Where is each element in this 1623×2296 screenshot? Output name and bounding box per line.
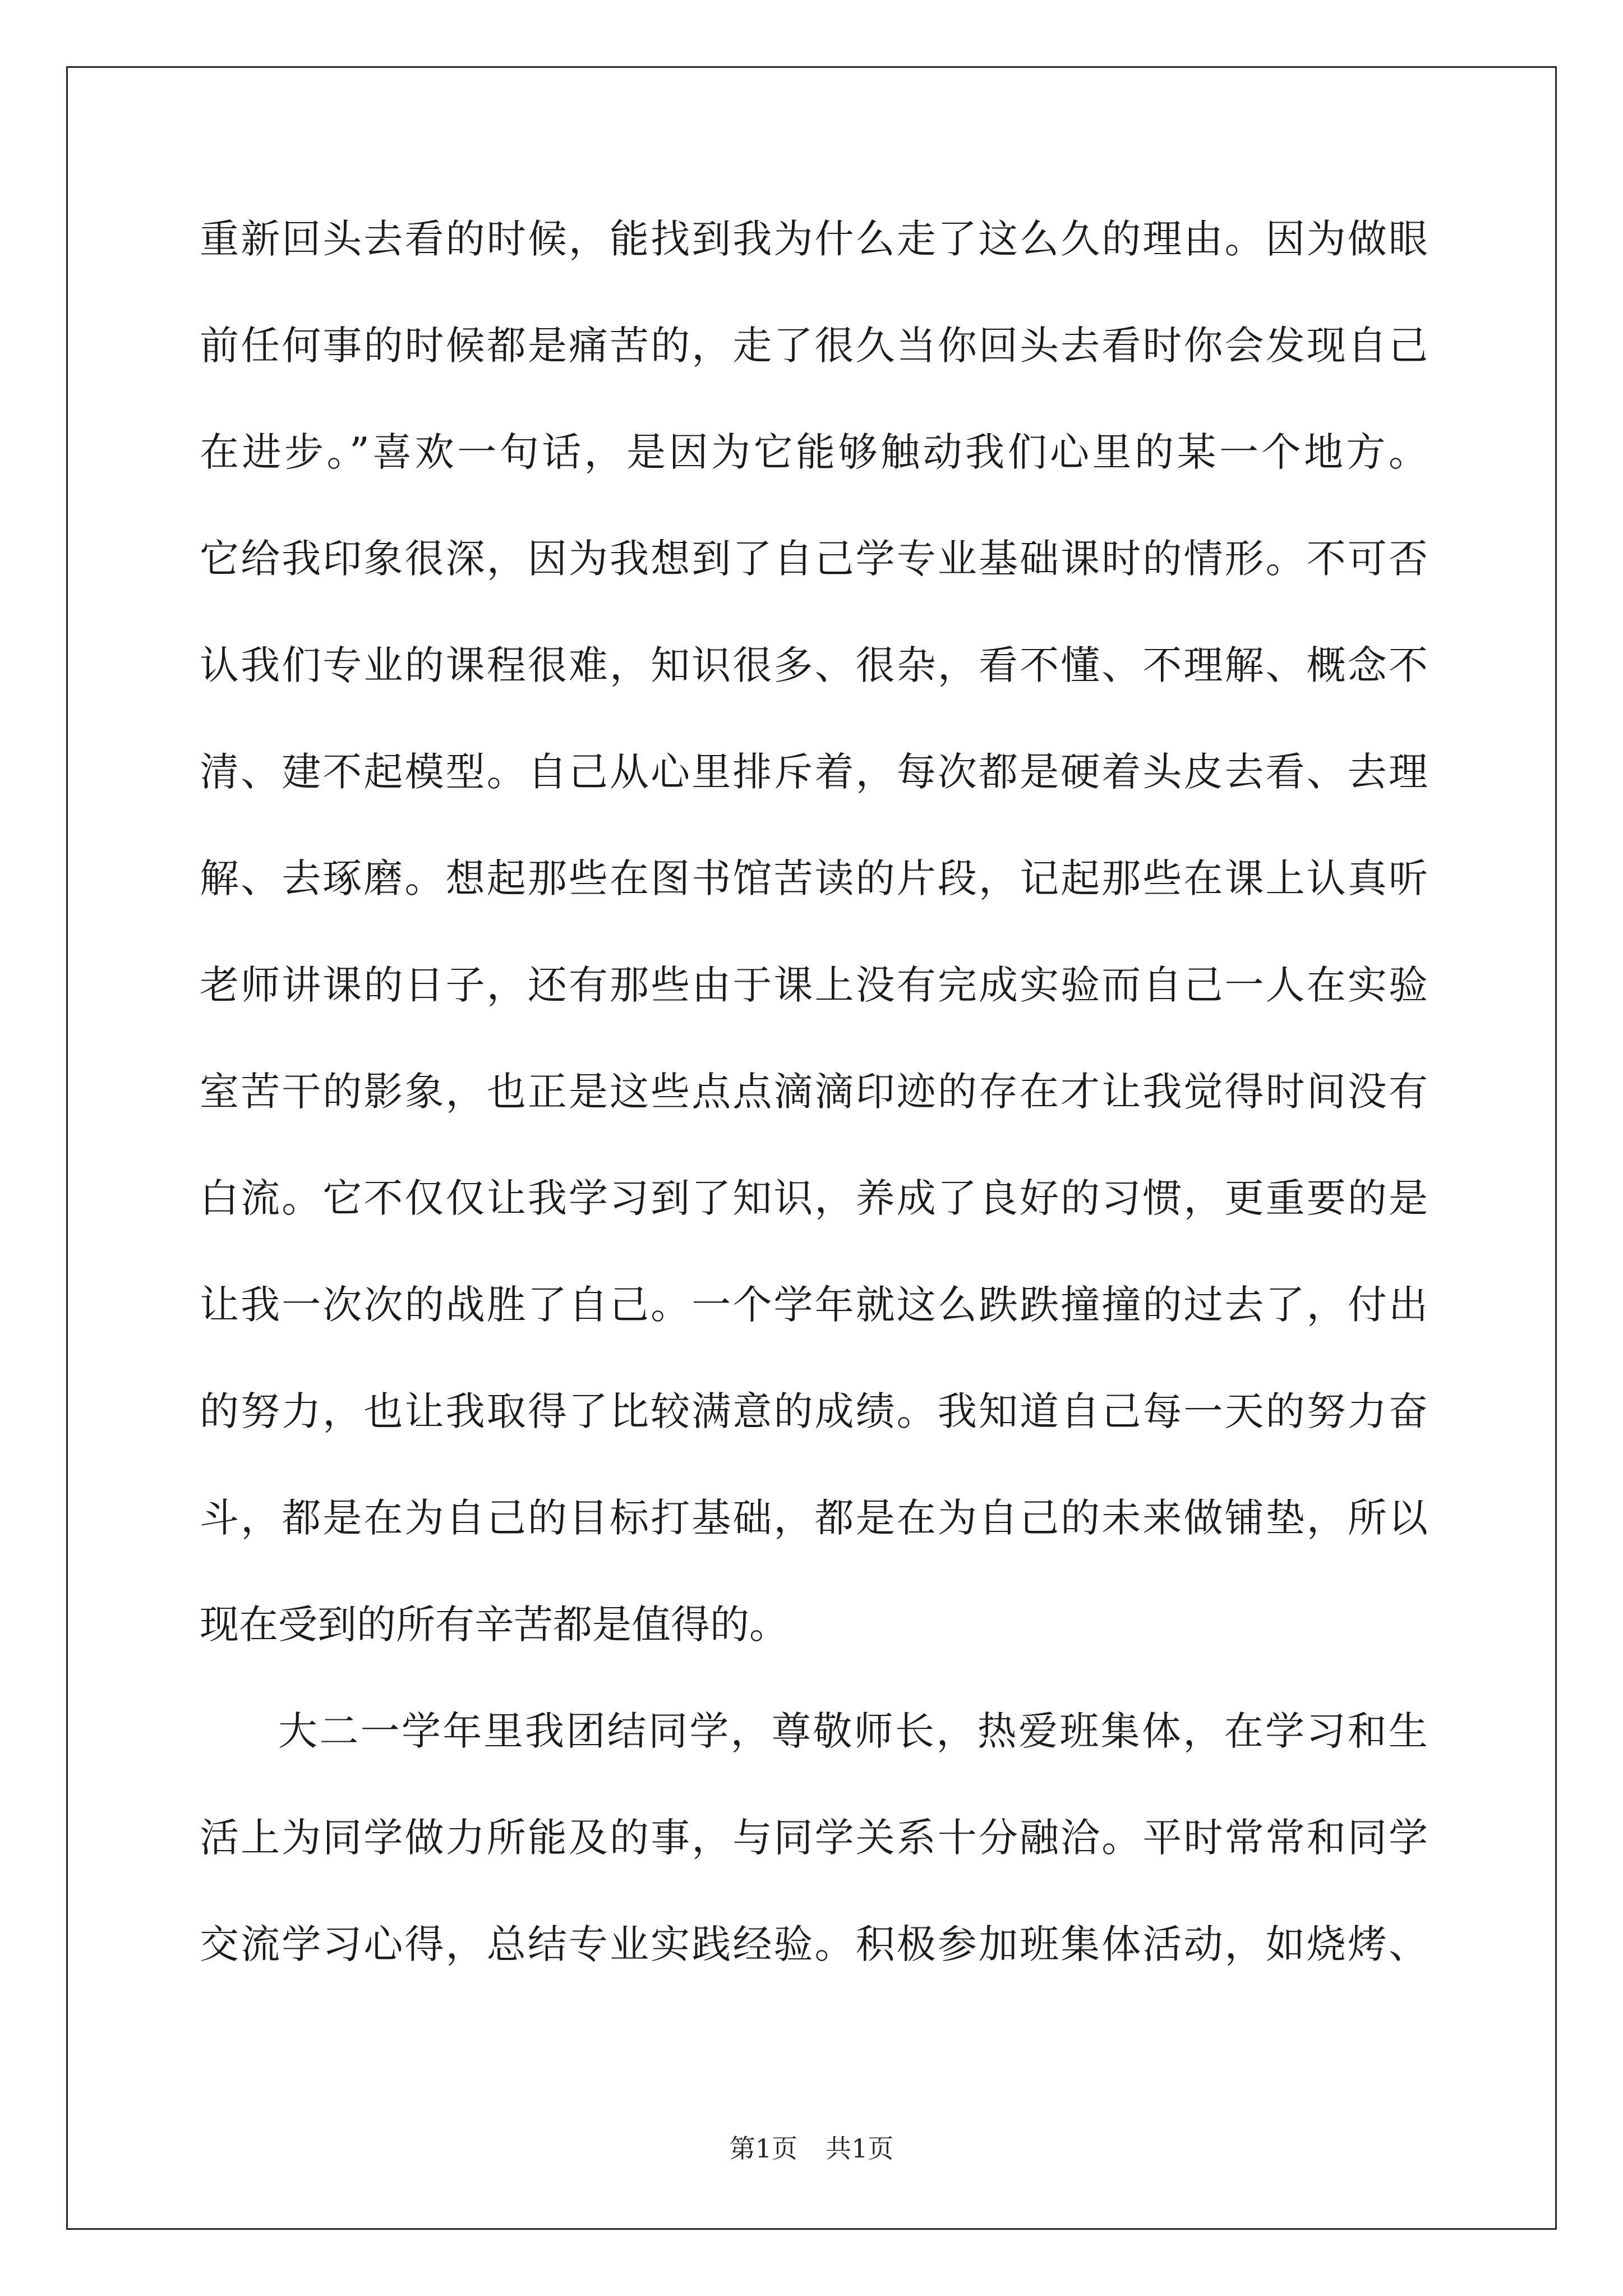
text-line: 的努力，也让我取得了比较满意的成绩。我知道自己每一天的努力奋 — [200, 1388, 1428, 1434]
text-line: 活上为同学做力所能及的事，与同学关系十分融洽。平时常常和同学 — [200, 1815, 1428, 1861]
text-line: 在进步。”喜欢一句话，是因为它能够触动我们心里的某一个地方。 — [200, 429, 1428, 475]
page-total: 共1页 — [826, 2133, 894, 2164]
text-line: 它给我印象很深，因为我想到了自己学专业基础课时的情形。不可否 — [200, 536, 1428, 582]
text-line: 解、去琢磨。想起那些在图书馆苦读的片段，记起那些在课上认真听 — [200, 855, 1428, 901]
paragraph-end-line: 现在受到的所有辛苦都是值得的。 — [200, 1602, 789, 1648]
document-body — [200, 212, 1428, 2024]
text-line: 老师讲课的日子，还有那些由于课上没有完成实验而自己一人在实验 — [200, 962, 1428, 1008]
page-number: 第1页 — [729, 2133, 797, 2164]
text-line: 清、建不起模型。自己从心里排斥着，每次都是硬着头皮去看、去理 — [200, 749, 1428, 795]
text-line: 交流学习心得，总结专业实践经验。积极参加班集体活动，如烧烤、 — [200, 1921, 1428, 1967]
text-line: 认我们专业的课程很难，知识很多、很杂，看不懂、不理解、概念不 — [200, 642, 1428, 688]
text-line: 白流。它不仅仅让我学习到了知识，养成了良好的习惯，更重要的是 — [200, 1175, 1428, 1221]
text-line: 斗，都是在为自己的目标打基础，都是在为自己的未来做铺垫，所以 — [200, 1495, 1428, 1541]
text-line: 室苦干的影象，也正是这些点点滴滴印迹的存在才让我觉得时间没有 — [200, 1069, 1428, 1115]
text-line: 前任何事的时候都是痛苦的，走了很久当你回头去看时你会发现自己 — [200, 323, 1428, 369]
paragraph-start-line: 大二一学年里我团结同学，尊敬师长，热爱班集体，在学习和生 — [278, 1708, 1428, 1754]
text-line: 重新回头去看的时候，能找到我为什么走了这么久的理由。因为做眼 — [200, 216, 1428, 262]
page-footer — [0, 2132, 1623, 2165]
text-line: 让我一次次的战胜了自己。一个学年就这么跌跌撞撞的过去了，付出 — [200, 1282, 1428, 1328]
